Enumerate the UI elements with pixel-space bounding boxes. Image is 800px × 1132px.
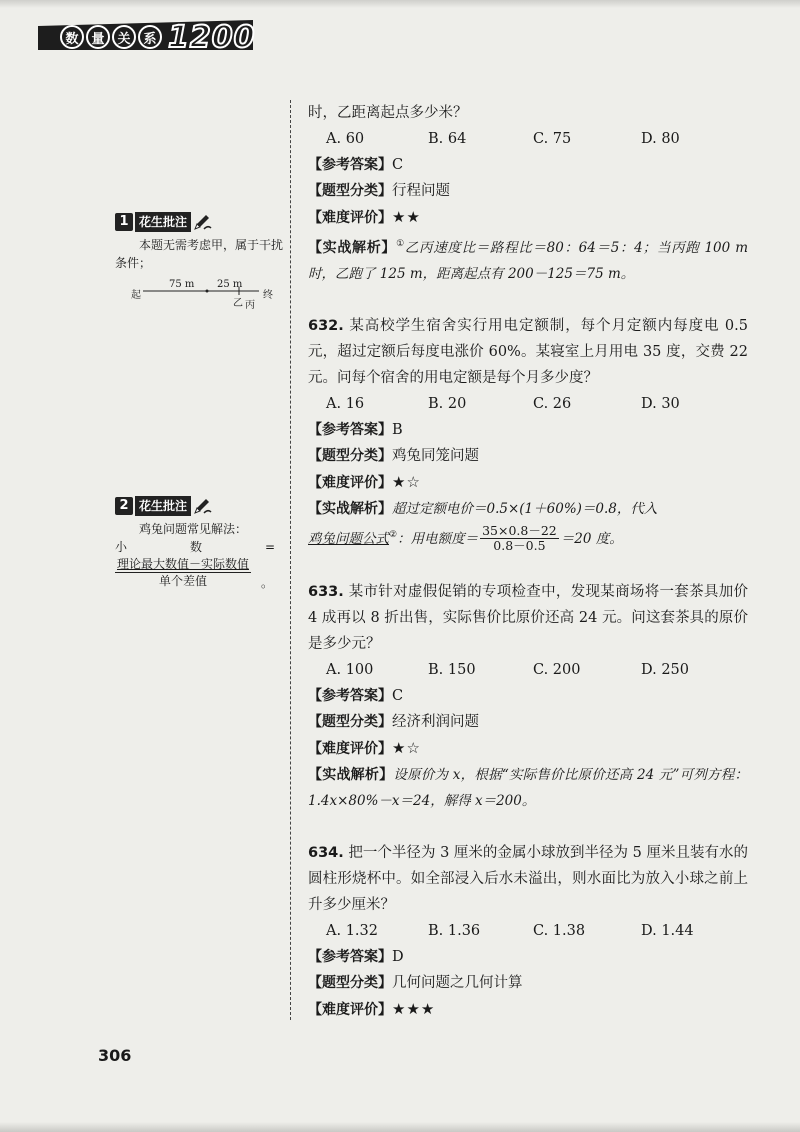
sidebar-note-2: [115, 496, 285, 589]
difficulty-label: 【难度评价】: [308, 741, 392, 758]
question-text: 时，乙距离起点多少米？: [308, 105, 468, 121]
question-text: [308, 313, 748, 391]
question-text: [308, 840, 748, 918]
difficulty-stars: ★★★: [392, 1000, 436, 1019]
difficulty-row: [308, 204, 748, 231]
option-d: D. 80: [641, 131, 680, 147]
note-title: 花生批注: [135, 496, 191, 516]
distance-diagram: [115, 278, 285, 312]
answer-row: [308, 683, 748, 709]
answer-row: [308, 417, 748, 443]
header-char: 系: [138, 25, 162, 49]
analysis-text: 设原价为 x，根据“实际售价比原价还高 24 元”可列方程：1.4x×80%－x＝24，解得 x＝200。: [308, 767, 749, 810]
answer-value: C: [392, 688, 404, 705]
diagram-seg1-label: 75 m: [169, 279, 195, 290]
diagram-yi-label: 乙: [233, 298, 243, 309]
formula-equals: =: [264, 540, 275, 554]
difficulty-stars: ★★: [392, 208, 421, 226]
footnote-marker: ①: [396, 239, 405, 249]
note-text: 本题无需考虑甲，属于干扰条件；: [115, 238, 284, 270]
analysis: [308, 496, 748, 553]
analysis-text: ＝20 度。: [560, 530, 623, 547]
answer-row: [308, 944, 748, 970]
difficulty-row: [308, 996, 748, 1023]
option-b: B. 1.36: [428, 923, 481, 940]
note-tag: [115, 496, 285, 516]
option-d: D. 250: [641, 662, 690, 679]
fraction-denominator: 0.8－0.5: [493, 538, 546, 554]
options-row: [308, 391, 748, 417]
header-number: 1200: [168, 19, 256, 55]
header-title: [60, 19, 256, 55]
header-series-name: [60, 25, 162, 49]
type-value: 鸡兔同笼问题: [392, 447, 479, 464]
type-label: 【题型分类】: [308, 183, 392, 199]
analysis-fraction: [480, 524, 559, 553]
analysis-text: 超过定额电价＝0.5×(1＋60%)＝0.8，代入: [392, 500, 658, 517]
note-number: 1: [115, 213, 133, 231]
page-number: 306: [98, 1046, 132, 1065]
analysis-label: 【实战解析】: [308, 500, 392, 517]
diagram-line: [143, 284, 261, 298]
answer-value: C: [392, 157, 404, 173]
option-a: A. 60: [326, 131, 365, 147]
question-number: 634.: [308, 845, 344, 862]
diagram-seg2-label: 25 m: [217, 279, 243, 290]
analysis-text: ：用电额度＝: [397, 530, 479, 547]
type-label: 【题型分类】: [308, 714, 392, 731]
header-char: 关: [112, 25, 136, 49]
type-value: 行程问题: [392, 183, 450, 199]
type-label: 【题型分类】: [308, 975, 392, 992]
analysis-label: 【实战解析】: [308, 767, 394, 784]
option-c: C. 26: [533, 395, 572, 412]
question-632: [308, 313, 748, 553]
pen-icon: [193, 497, 213, 515]
formula-numerator: 理论最大数值－实际数值: [117, 557, 250, 571]
question-633: [308, 579, 748, 814]
note-number: 2: [115, 497, 133, 515]
question-number: 632.: [308, 317, 344, 334]
option-b: B. 64: [428, 131, 467, 147]
type-row: [308, 709, 748, 735]
question-number: 633.: [308, 584, 344, 601]
option-d: D. 30: [641, 395, 680, 412]
options-row: [308, 918, 748, 944]
difficulty-row: [308, 735, 748, 762]
option-c: C. 200: [533, 662, 581, 679]
difficulty-label: 【难度评价】: [308, 474, 392, 491]
type-value: 经济利润问题: [392, 714, 479, 731]
option-d: D. 1.44: [641, 923, 694, 940]
answer-row: [308, 152, 748, 178]
question-body: 某市针对虚假促销的专项检查中，发现某商场将一套茶具加价 4 成再以 8 折出售，实际售价比原价还高 24 元。问这套茶具的原价是多少元？: [308, 584, 749, 653]
answer-label: 【参考答案】: [308, 688, 392, 705]
option-c: C. 75: [533, 131, 572, 147]
answer-label: 【参考答案】: [308, 949, 392, 966]
type-row: [308, 443, 748, 469]
formula-period: 。: [261, 576, 274, 590]
question-body: 某高校学生宿舍实行用电定额制，每个月定额内每度电 0.5 元，超过定额后每度电涨价 60%。某寝室上月用电 35 度，交费 22 元。问每个宿舍的用电定额是每个月多少度？: [308, 317, 748, 386]
formula-fraction: [115, 556, 275, 589]
page-edge: [0, 1122, 800, 1132]
formula-lhs: [115, 538, 275, 556]
answer-label: 【参考答案】: [308, 157, 392, 173]
option-c: C. 1.38: [533, 923, 586, 940]
note-title: 花生批注: [135, 212, 191, 232]
question-631: [308, 100, 748, 287]
formula-denominator: 单个差值: [159, 574, 208, 588]
fraction-numerator: 35×0.8－22: [482, 523, 557, 539]
note-text: 鸡兔问题常见解法：: [139, 522, 248, 536]
type-label: 【题型分类】: [308, 447, 392, 464]
column-divider: [290, 100, 291, 1020]
footnote-marker: ②: [389, 529, 398, 540]
difficulty-stars: ★☆: [392, 739, 421, 758]
formula-char: 小: [115, 540, 128, 554]
answer-label: 【参考答案】: [308, 421, 392, 438]
difficulty-stars: ★☆: [392, 472, 421, 491]
question-body: 把一个半径为 3 厘米的金属小球放到半径为 5 厘米且装有水的圆柱形烧杯中。如全部浸入后水未溢出，则水面比为放入小球之前上升多少厘米？: [308, 845, 749, 914]
diagram-start-label: 起: [131, 290, 141, 301]
option-a: A. 16: [326, 395, 365, 412]
analysis-text: 乙丙速度比＝路程比＝80：64＝5：4；当丙跑 100 m 时，乙跑了 125 m，距离起点有 200－125＝75 m。: [308, 239, 749, 282]
difficulty-label: 【难度评价】: [308, 1002, 392, 1019]
type-row: [308, 970, 748, 996]
type-row: [308, 178, 748, 204]
type-value: 几何问题之几何计算: [392, 975, 523, 992]
main-column: [308, 100, 748, 1049]
header-char: 数: [60, 25, 84, 49]
formula-char: 数: [189, 540, 202, 554]
diagram-end-label: 终: [263, 290, 273, 301]
answer-value: D: [392, 949, 404, 966]
difficulty-row: [308, 469, 748, 496]
answer-value: B: [392, 421, 403, 438]
option-b: B. 150: [428, 662, 476, 679]
option-a: A. 100: [326, 662, 374, 679]
note-tag: [115, 212, 285, 232]
page-edge: [0, 0, 800, 8]
analysis-formula-ref: 鸡兔问题公式: [308, 530, 389, 547]
options-row: [308, 126, 748, 152]
option-b: B. 20: [428, 395, 467, 412]
header-char: 量: [86, 25, 110, 49]
analysis: [308, 231, 748, 287]
question-634: [308, 840, 748, 1023]
question-text: [308, 579, 748, 657]
options-row: [308, 657, 748, 683]
difficulty-label: 【难度评价】: [308, 210, 392, 226]
sidebar-note-1: [115, 212, 285, 312]
analysis: [308, 762, 748, 814]
pen-icon: [193, 213, 213, 231]
diagram-bing-label: 丙: [245, 300, 255, 311]
option-a: A. 1.32: [326, 923, 378, 940]
analysis-label: 【实战解析】: [308, 239, 397, 256]
